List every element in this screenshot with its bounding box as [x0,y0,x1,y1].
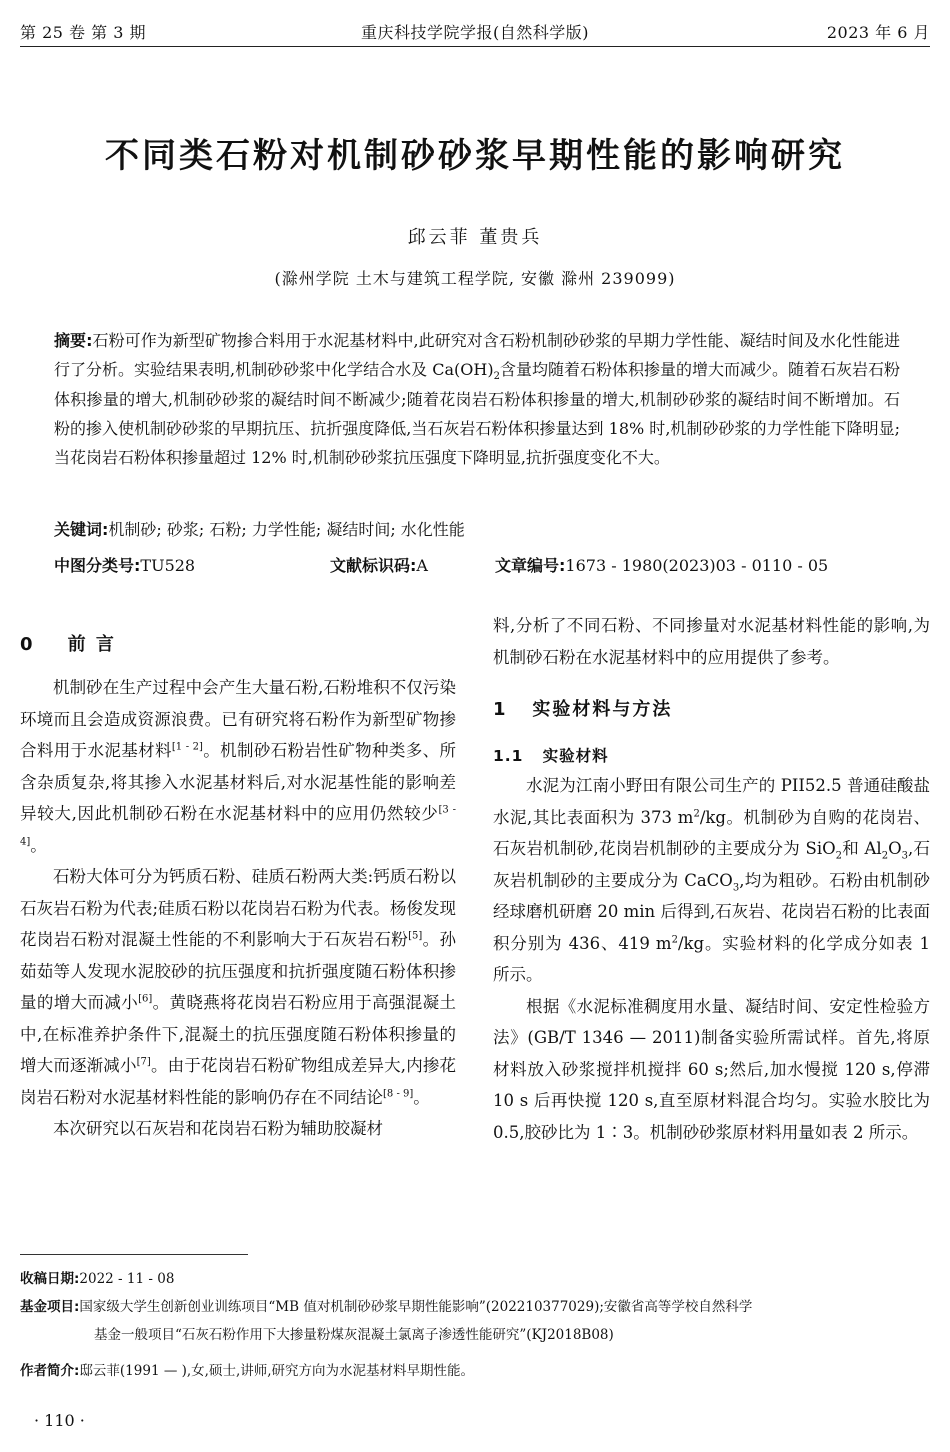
footnote-fund [20,1294,935,1349]
section-1-title: 实验材料与方法 [532,699,673,720]
section-0-heading [20,630,116,656]
right-column-body [493,770,930,1148]
clc-label: 中图分类号: [54,556,141,575]
header-volume: 第 25 卷 第 3 期 [20,23,146,42]
art-value: 1673 - 1980(2023)03 - 0110 - 05 [565,556,829,575]
paragraph: 石粉大体可分为钙质石粉、硅质石粉两大类:钙质石粉以石灰岩石粉为代表;硅质石粉以花岗岩石粉为代表。杨俊发现花岗岩石粉对混凝土性能的不利影响大于石灰岩石粉[5]。孙茹茹等人发现水泥胶砂的抗压强度和抗折强度随石粉体积掺量的增大而减小[6]。黄晓燕将花岗岩石粉应用于高强混凝土中,在标准养护条件下,混凝土的抗压强度随石粉体积掺量的增大而逐渐减小[7]。由于花岗岩石粉矿物组成差异大,内掺花岗岩石粉对水泥基材料性能的影响仍存在不同结论[8 - 9]。 [20,867,457,1107]
paper-title: 不同类石粉对机制砂砂浆早期性能的影响研究 [105,136,845,176]
subsection-1-1-title: 实验材料 [542,747,609,765]
paragraph: 水泥为江南小野田有限公司生产的 PII52.5 普通硅酸盐水泥,其比表面积为 373 $m^2/kg$。机制砂为自购的花岗岩、石灰岩机制砂,花岗岩机制砂的主要成分为 SiO$_2$和 $Al_2O_3$,石灰岩机制砂的主要成分为 CaCO$_3$,均为粗砂。石粉由机制砂经球磨机研磨 20 min 后得到,石灰岩、花岗岩石粉的比表面积分别为 436、419 $m^2/kg$。实验材料的化学成分如表 1 所示。 [493,776,931,984]
doc-label: 文献标识码: [330,556,417,575]
abstract-text-2: 含量均随着石粉体积掺量的增大而减少。随着石灰岩石粉体积掺量的增大,机制砂砂浆的凝结时间不断减少;随着花岗岩石粉体积掺量的增大,机制砂砂浆的凝结时间不断增加。石粉的掺入使机制砂砂浆的早期抗压、抗折强度降低,当石灰岩石粉体积掺量达到 18% 时,机制砂砂浆的力学性能下降明显;当花岗岩石粉体积掺量超过 12% 时,机制砂砂浆抗压强度下降明显,抗折强度变化不大。 [54,360,900,468]
authors: 邱云菲 董贵兵 [407,227,543,248]
fund-label: 基金项目: [20,1299,80,1315]
header-rule [20,46,930,47]
left-column [20,672,456,1145]
citation: [5] [408,930,423,942]
section-0-title: 前 言 [67,634,116,655]
clc-number [54,553,195,576]
abstract-sub: 2 [493,371,500,383]
citation: [3 - 4] [20,804,456,847]
fund-text-2: 基金一般项目“石灰石粉作用下大掺量粉煤灰混凝土氯离子渗透性能研究”(KJ2018B08) [94,1326,614,1343]
subsection-1-1-heading [493,744,609,766]
section-1-heading [493,695,672,721]
citation: [8 - 9] [383,1088,414,1099]
citation: [7] [136,1056,151,1068]
paragraph: 根据《水泥标准稠度用水量、凝结时间、安定性检验方法》(GB/T 1346 — 2011)制备实验所需试样。首先,将原材料放入砂浆搅拌机搅拌 60 s;然后,加水慢搅 120 s,停滞 10 s 后再快搅 120 s,直至原材料混合均匀。实验水胶比为 0.5,胶砂比为 1∶3。机制砂砂浆原材料用量如表 2 所示。 [493,996,930,1142]
paragraph: 本次研究以石灰岩和花岗岩石粉为辅助胶凝材 [53,1119,383,1138]
section-1-number: 1 [493,699,508,720]
document-code [330,553,428,576]
footnote-author [20,1358,935,1386]
page-number: · 110 · [34,1411,85,1430]
clc-value: TU528 [140,556,196,575]
paragraph: 机制砂在生产过程中会产生大量石粉,石粉堆积不仅污染环境而且会造成资源浪费。已有研究将石粉作为新型矿物掺合料用于水泥基材料[1 - 2]。机制砂石粉岩性矿物种类多、所含杂质复杂,将其掺入水泥基材料后,对水泥基性能的影响差异较大,因此机制砂石粉在水泥基材料中的应用仍然较少[3 - 4]。 [20,678,457,855]
running-header [20,20,930,48]
abstract [54,326,900,472]
author-bio: 邸云菲(1991 — ),女,硕士,讲师,研究方向为水泥基材料早期性能。 [79,1363,475,1379]
paragraph: 料,分析了不同石粉、不同掺量对水泥基材料性能的影响,为机制砂石粉在水泥基材料中的应用提供了参考。 [493,616,930,667]
header-date: 2023 年 6 月 [826,23,930,42]
art-label: 文章编号: [495,556,566,575]
subsection-1-1-number: 1.1 [493,747,524,765]
keywords [54,517,900,540]
received-label: 收稿日期: [20,1271,80,1287]
footnote-received [20,1266,935,1294]
footnote-rule [20,1254,248,1255]
fund-text-1: 国家级大学生创新创业训练项目“MB 值对机制砂砂浆早期性能影响”(202210377029);安徽省高等学校自然科学 [79,1299,753,1315]
abstract-label: 摘要: [54,331,93,350]
section-0-number: 0 [20,634,35,655]
author-label: 作者简介: [20,1363,80,1379]
keywords-text: 机制砂; 砂浆; 石粉; 力学性能; 凝结时间; 水化性能 [108,520,465,539]
received-date: 2022 - 11 - 08 [79,1271,175,1287]
article-number [495,553,828,576]
abstract-text-1: 石粉可作为新型矿物掺合料用于水泥基材料中,此研究对含石粉机制砂砂浆的早期力学性能、凝结时间及水化性能进行了分析。实验结果表明,机制砂砂浆中化学结合水及 Ca(OH) [54,331,900,380]
header-journal: 重庆科技学院学报(自然科学版) [361,23,589,42]
doc-value: A [416,556,428,575]
citation: [1 - 2] [171,741,203,753]
citation: [6] [138,993,153,1005]
affiliation: (滁州学院 土木与建筑工程学院, 安徽 滁州 239099) [274,269,676,288]
right-column [493,610,930,673]
keywords-label: 关键词: [54,520,109,539]
